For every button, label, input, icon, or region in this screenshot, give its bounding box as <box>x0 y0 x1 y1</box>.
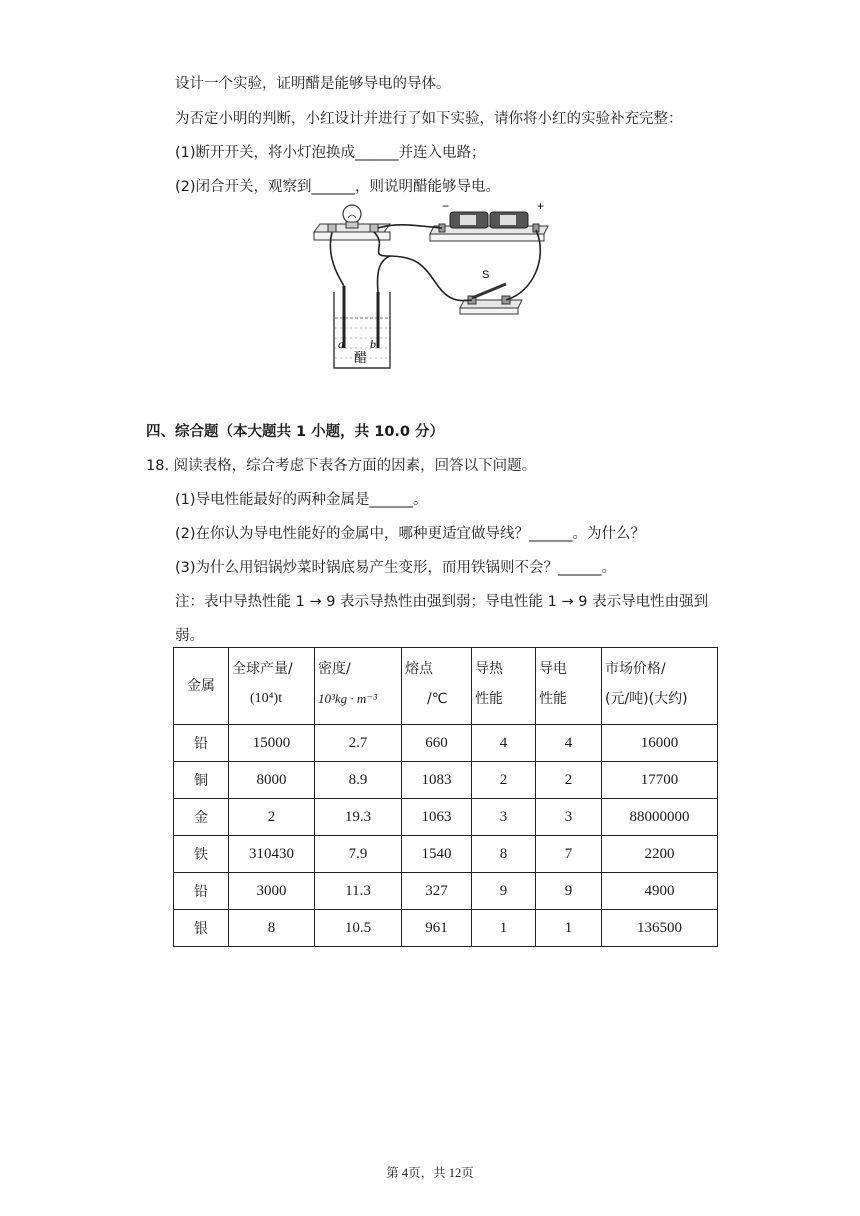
table-cell: 11.3 <box>315 873 402 910</box>
table-header-row <box>174 648 718 725</box>
table-cell: 15000 <box>229 725 315 762</box>
table-cell: 1083 <box>402 762 472 799</box>
table-cell: 3 <box>472 799 536 836</box>
table-cell: 金 <box>174 799 229 836</box>
table-cell: 8 <box>229 910 315 947</box>
table-cell: 19.3 <box>315 799 402 836</box>
table-header-cell: 市场价格/ (元/吨)(大约) <box>602 648 718 725</box>
table-cell: 7.9 <box>315 836 402 873</box>
table-cell: 1540 <box>402 836 472 873</box>
table-cell: 1 <box>472 910 536 947</box>
question-18-part-3: (3)为什么用铝锅炒菜时锅底易产生变形，而用铁锅则不会？______。 <box>175 560 617 576</box>
table-cell: 7 <box>536 836 602 873</box>
table-header-cell: 密度/ 10³kg · m⁻³ <box>315 648 402 725</box>
table-row <box>174 836 718 873</box>
text-line: 设计一个实验，证明醋是能够导电的导体。 <box>175 76 451 92</box>
table-cell: 铁 <box>174 836 229 873</box>
table-cell: 310430 <box>229 836 315 873</box>
table-cell: 3 <box>536 799 602 836</box>
table-header-cell: 导电 性能 <box>536 648 602 725</box>
table-cell: 铅 <box>174 873 229 910</box>
table-header-cell: 导热 性能 <box>472 648 536 725</box>
table-cell: 8.9 <box>315 762 402 799</box>
table-row <box>174 799 718 836</box>
table-cell: 8000 <box>229 762 315 799</box>
table-cell: 16000 <box>602 725 718 762</box>
table-cell: 2 <box>472 762 536 799</box>
bulb-icon <box>343 205 361 223</box>
metals-table <box>173 647 718 947</box>
table-cell: 2.7 <box>315 725 402 762</box>
table-cell: 2 <box>229 799 315 836</box>
table-cell: 2 <box>536 762 602 799</box>
table-cell: 铅 <box>174 725 229 762</box>
table-note: 注：表中导热性能 1 → 9 表示导热性由强到弱；导电性能 1 → 9 表示导电性由强到 <box>175 594 709 610</box>
question-18-part-1: (1)导电性能最好的两种金属是______。 <box>175 492 428 508</box>
table-cell: 4900 <box>602 873 718 910</box>
table-cell: 4 <box>472 725 536 762</box>
table-cell: 铜 <box>174 762 229 799</box>
question-part-2: (2)闭合开关，观察到______，则说明醋能够导电。 <box>175 179 501 195</box>
table-cell: 136500 <box>602 910 718 947</box>
table-cell: 9 <box>472 873 536 910</box>
question-part-1: (1)断开开关，将小灯泡换成______并连入电路； <box>175 145 486 161</box>
table-note-cont: 弱。 <box>175 628 204 644</box>
plus-sign: + <box>537 199 545 213</box>
table-cell: 660 <box>402 725 472 762</box>
electrode-b-label: b <box>370 337 376 351</box>
table-cell: 10.5 <box>315 910 402 947</box>
table-header-cell: 金属 <box>174 648 229 725</box>
table-header-cell: 全球产量/ (10⁴)t <box>229 648 315 725</box>
page-footer: 第 4页，共 12页 <box>386 1166 474 1180</box>
table-cell: 2200 <box>602 836 718 873</box>
text-line: 为否定小明的判断，小红设计并进行了如下实验，请你将小红的实验补充完整： <box>175 111 683 127</box>
table-cell: 4 <box>536 725 602 762</box>
vinegar-label: 醋 <box>354 351 368 366</box>
table-cell: 327 <box>402 873 472 910</box>
table-header-cell: 熔点 /℃ <box>402 648 472 725</box>
table-cell: 17700 <box>602 762 718 799</box>
table-cell: 88000000 <box>602 799 718 836</box>
table-row <box>174 873 718 910</box>
table-row <box>174 910 718 947</box>
section-heading: 四、综合题（本大题共 1 小题，共 10.0 分） <box>146 424 445 440</box>
table-cell: 961 <box>402 910 472 947</box>
table-row <box>174 762 718 799</box>
table-cell: 8 <box>472 836 536 873</box>
circuit-diagram <box>308 196 558 374</box>
table-cell: 银 <box>174 910 229 947</box>
table-cell: 1063 <box>402 799 472 836</box>
minus-sign: − <box>442 199 450 213</box>
table-cell: 1 <box>536 910 602 947</box>
table-row <box>174 725 718 762</box>
switch-label: S <box>482 269 490 281</box>
question-18: 18. 阅读表格，综合考虑下表各方面的因素，回答以下问题。 <box>146 458 537 474</box>
electrode-a-label: a <box>338 337 344 351</box>
question-18-part-2: (2)在你认为导电性能好的金属中，哪种更适宜做导线？______。为什么？ <box>175 526 646 542</box>
table-cell: 9 <box>536 873 602 910</box>
table-cell: 3000 <box>229 873 315 910</box>
